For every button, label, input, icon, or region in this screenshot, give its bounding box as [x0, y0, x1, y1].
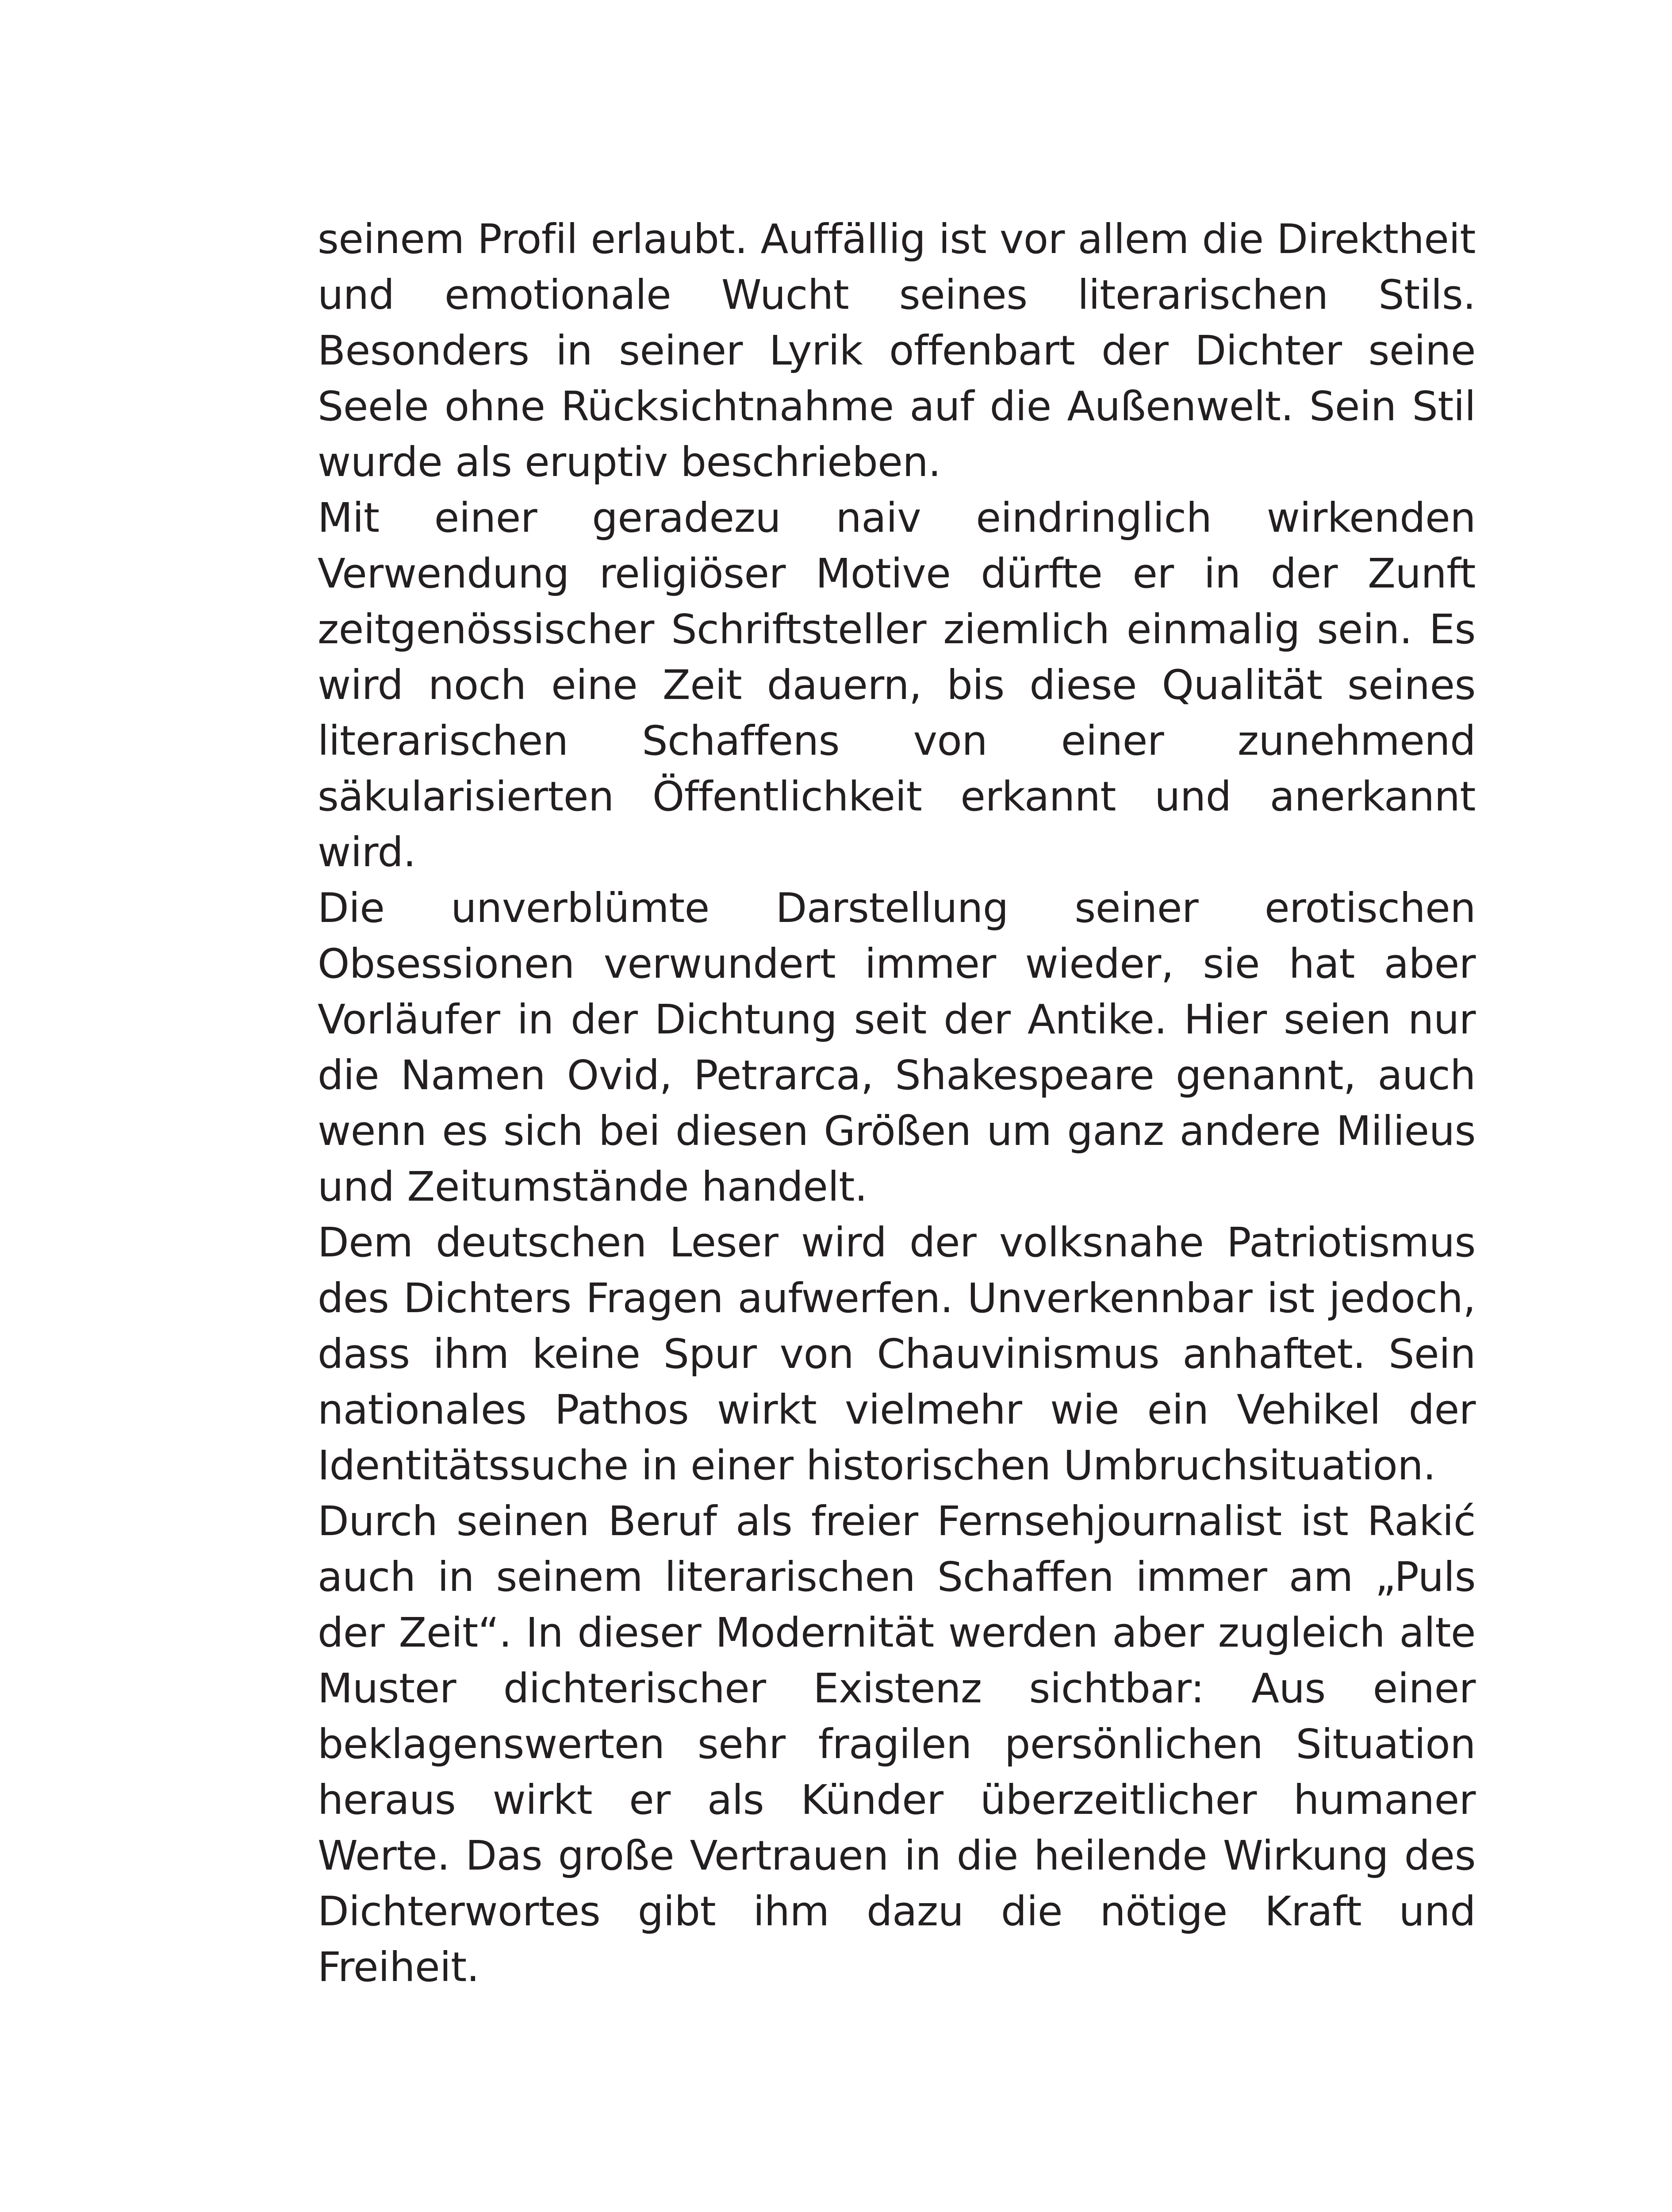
paragraph-3: Die unverblümte Darstellung seiner erotischen Obsessionen verwundert immer wieder, sie hat aber Vorläufer in der Dichtung seit der Antike. Hier seien nur die Namen Ovid, Petrarca, Shakespeare genannt, auch wenn es sich bei diesen Größen um ganz andere Milieus und Zeitumstände handelt. [318, 884, 1476, 1210]
paragraph-2: Mit einer geradezu naiv eindringlich wirkenden Verwendung religiöser Motive dürfte er in der Zunft zeitgenössischer Schriftsteller ziemlich einmalig sein. Es wird noch eine Zeit dauern, bis diese Qualität seines literarischen Schaffens von einer zunehmend säkularisierten Öffentlichkeit erkannt und anerkannt wird. [318, 494, 1476, 876]
paragraph-4: Dem deutschen Leser wird der volksnahe Patriotismus des Dichters Fragen aufwerfen. Unverkennbar ist jedoch, dass ihm keine Spur von Chauvinismus anhaftet. Sein nationales Pathos wirkt vielmehr wie ein Vehikel der Identitätssuche in einer historischen Umbruchsituation. [318, 1219, 1476, 1489]
paragraph-1: seinem Profil erlaubt. Auffällig ist vor allem die Direktheit und emotionale Wucht seines literarischen Stils. Besonders in seiner Lyrik offenbart der Dichter seine Seele ohne Rücksichtnahme auf die Außenwelt. Sein Stil wurde als eruptiv beschrieben. [318, 215, 1476, 486]
paragraph-5: Durch seinen Beruf als freier Fernsehjournalist ist Rakić auch in seinem literarischen Schaffen immer am „Puls der Zeit“. In dieser Modernität werden aber zugleich alte Muster dichterischer Existenz sichtbar: Aus einer beklagenswerten sehr fragilen persönlichen Situation heraus wirkt er als Künder überzeitlicher humaner Werte. Das große Vertrauen in die heilende Wirkung des Dichterwortes gibt ihm dazu die nötige Kraft und Freiheit. [318, 1498, 1476, 1991]
body-text [318, 211, 1476, 1995]
